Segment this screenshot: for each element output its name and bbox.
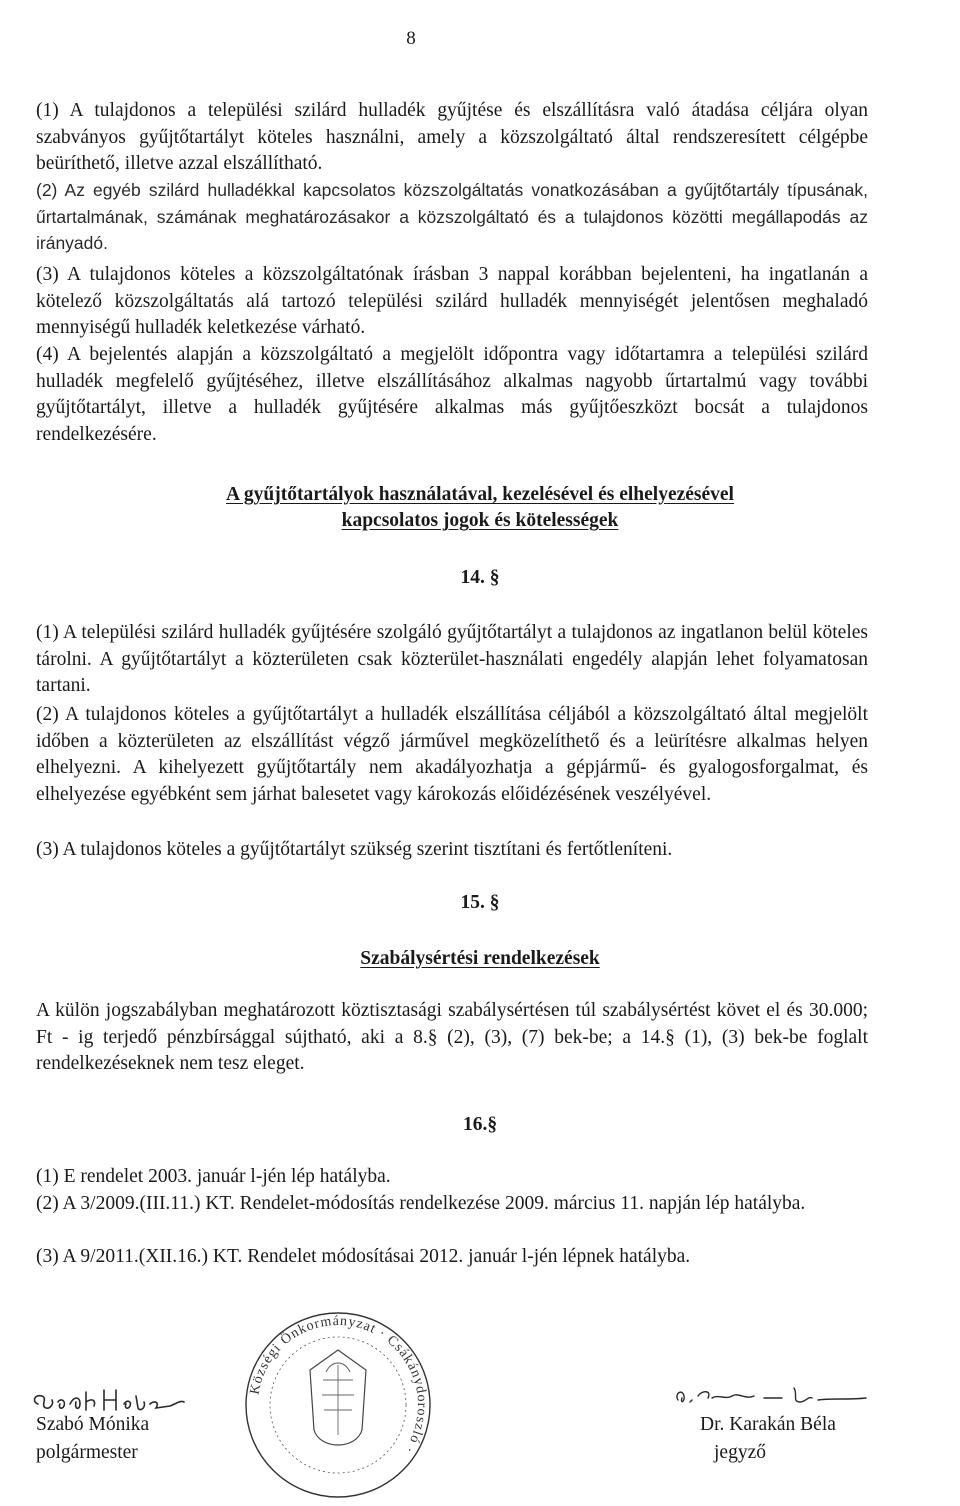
section15-heading: Szabálysértési rendelkezések	[360, 948, 600, 969]
section13-paragraph-1: (1) A tulajdonos a települési szilárd hulladék gyűjtése és elszállításra való átadása céljára olyan szabványos gyűjtőtartályt köteles használni, amely a közszolgáltató által rendszeresített célgépbe beüríthető, illetve azzal elszállítható.	[36, 100, 868, 174]
section14-paragraph-2: (2) A tulajdonos köteles a gyűjtőtartályt a hulladék elszállítása céljából a közszolgáltató által megjelölt időben a közterületen az elszállítást végző járművel megközelíthető és a leürítésre alkalmas helyen elhelyezni. A kihelyezett gyűjtőtartály nem akadályozhatja a gépjármű- és gyalogosforgalmat, és elhelyezése egyébként sem járhat balesetet vagy károkozás előidézésének veszélyével.	[36, 704, 868, 805]
signature-right-scribble	[672, 1378, 872, 1412]
section14-paragraph-3: (3) A tulajdonos köteles a gyűjtőtartályt szükség szerint tisztítani és fertőtleníteni.	[36, 839, 673, 860]
section13-paragraph-2: (2) Az egyéb szilárd hulladékkal kapcsolatos közszolgáltatás vonatkozásában a gyűjtőtartály típusának, űrtartalmának, számának meghatározásakor a közszolgáltató és a tulajdonos közötti megállapodás az irányadó.	[36, 180, 868, 253]
signature-left-name: Szabó Mónika	[36, 1414, 150, 1435]
signature-left-title: polgármester	[36, 1442, 138, 1463]
section14-paragraph-1: (1) A települési szilárd hulladék gyűjtésére szolgáló gyűjtőtartályt a tulajdonos az ingatlanon belül köteles tárolni. A gyűjtőtartályt a közterületen csak közterület-használati engedély alapján lehet folyamatosan tartani.	[36, 622, 868, 696]
signature-right-name: Dr. Karakán Béla	[700, 1414, 836, 1435]
svg-text:Községi Önkormányzat · Csákány: Községi Önkormányzat · Csákánydoroszló ·	[247, 1313, 430, 1457]
section16-title: 16.§	[462, 1114, 498, 1135]
section13-paragraph-3: (3) A tulajdonos köteles a közszolgáltatónak írásban 3 nappal korábban bejelenteni, ha ingatlanán a kötelező közszolgáltatás alá tartozó települési szilárd hulladék mennyiségét jelentősen meghaladó mennyiségű hulladék keletkezése várható.	[36, 264, 868, 338]
section16-paragraph-2: (2) A 3/2009.(III.11.) KT. Rendelet-módosítás rendelkezése 2009. március 11. napján lép hatályba.	[36, 1193, 806, 1214]
heading-containers	[0, 482, 960, 534]
section16-paragraph-1: (1) E rendelet 2003. január l-jén lép hatályba.	[36, 1166, 391, 1187]
official-stamp	[238, 1310, 438, 1500]
heading-containers-line2: kapcsolatos jogok és kötelességek	[341, 510, 619, 531]
section15-title: 15. §	[460, 892, 500, 913]
heading-containers-line1: A gyűjtőtartályok használatával, kezelésével és elhelyezésével	[226, 484, 734, 505]
signature-right-title: jegyző	[714, 1442, 766, 1463]
section15-paragraph-1: A külön jogszabályban meghatározott köztisztasági szabálysértésen túl szabálysértést követ el és 30.000; Ft - ig terjedő pénzbírsággal sújtható, aki a 8.§ (2), (3), (7) bek-be; a 14.§ (1), (3) bek-be foglalt rendelkezéseknek nem tesz eleget.	[36, 1000, 868, 1074]
section14-title: 14. §	[460, 567, 500, 588]
section16-paragraph-3: (3) A 9/2011.(XII.16.) KT. Rendelet módosításai 2012. január l-jén lépnek hatályba.	[36, 1246, 691, 1267]
section13-paragraph-4: (4) A bejelentés alapján a közszolgáltató a megjelölt időpontra vagy időtartamra a települési szilárd hulladék megfelelő gyűjtéséhez, illetve elszállításához alkalmas nagyobb űrtartalmú vagy további gyűjtőtartályt, illetve a hulladék gyűjtésére alkalmas más gyűjtőeszközt bocsát a tulajdonos rendelkezésére.	[36, 344, 868, 445]
page-number: 8	[406, 28, 416, 49]
